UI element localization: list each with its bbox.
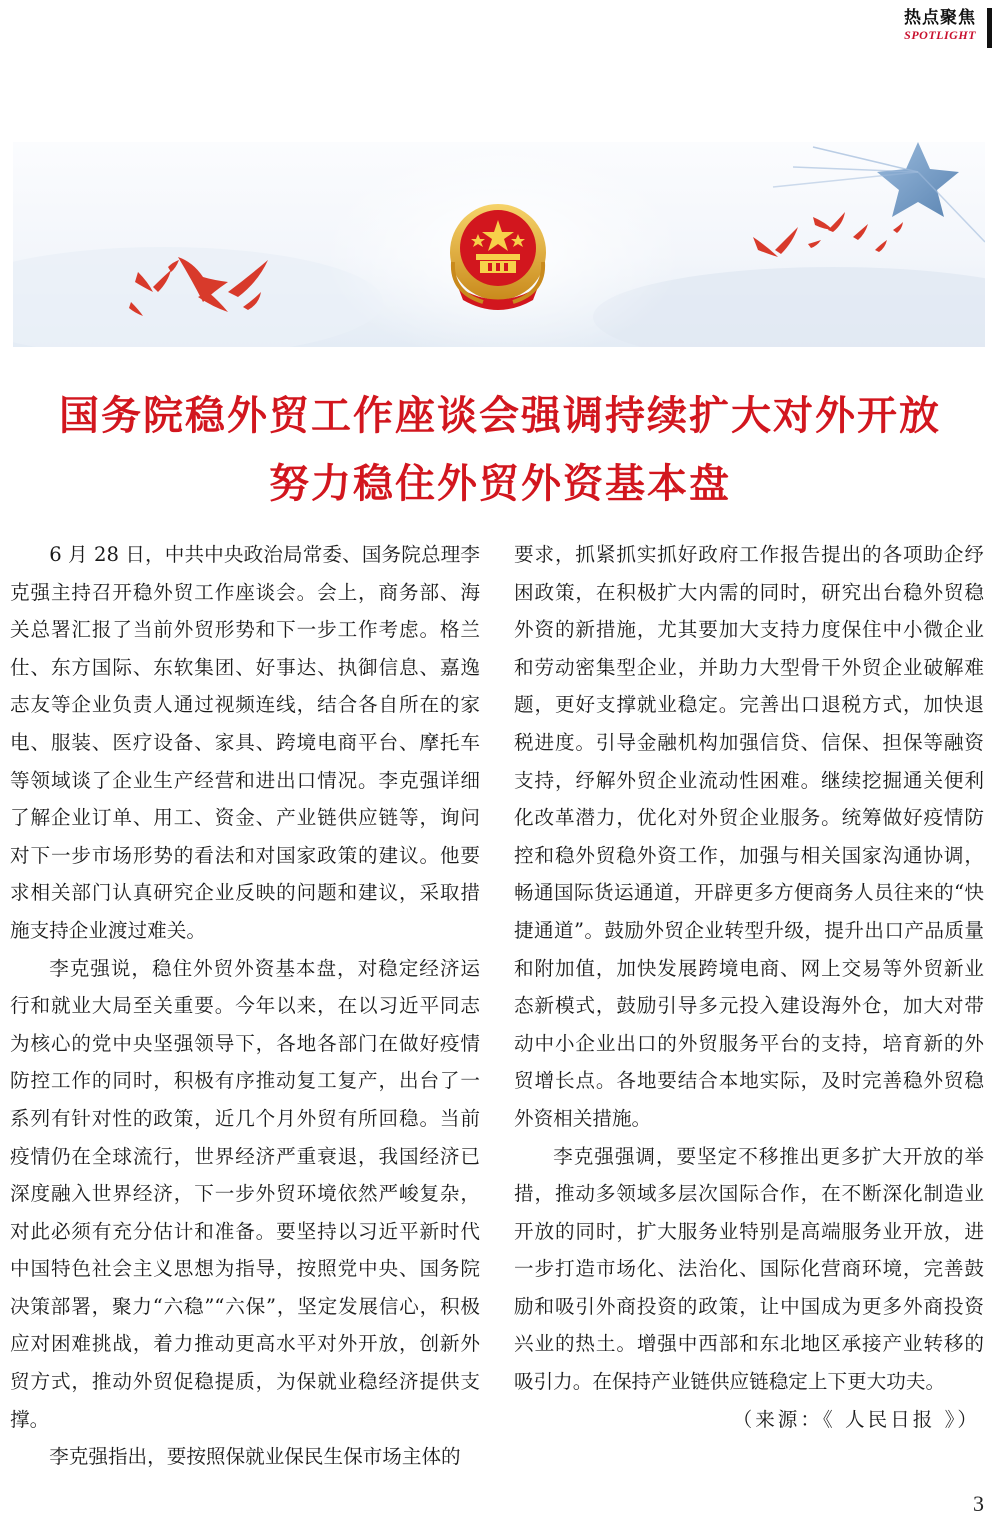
- banner-image: [13, 142, 985, 347]
- star-icon: [773, 142, 985, 242]
- article-paragraph-2: 李克强说，稳住外贸外资基本盘，对稳定经济运行和就业大局至关重要。今年以来，在以习近平同志为核心的党中央坚强领导下，各地各部门在做好疫情防控工作的同时，积极有序推动复工复产，出台了一系列有针对性的政策，近几个月外贸有所回稳。当前疫情仍在全球流行，世界经济严重衰退，我国经济已深度融入世界经济，下一步外贸环境依然严峻复杂，对此必须有充分估计和准备。要坚持以习近平新时代中国特色社会主义思想为指导，按照党中央、国务院决策部署，聚力“六稳”“六保”，坚定发展信心，积极应对困难挑战，着力推动更高水平对外开放，创新外贸方式，推动外贸促稳提质，为保就业稳经济提供支撑。: [10, 956, 480, 1431]
- section-title: 热点聚焦: [904, 8, 976, 28]
- section-tag: [904, 8, 976, 42]
- national-emblem-icon: [450, 204, 546, 310]
- section-subtitle: SPOTLIGHT: [904, 28, 976, 42]
- section-bar: [987, 8, 992, 48]
- page-number: 3: [973, 1491, 984, 1516]
- article-column-left: [10, 536, 480, 1476]
- banner-illustration: [13, 142, 985, 347]
- dove-icons-right: [753, 212, 903, 257]
- article-paragraph-3-continued: 要求，抓紧抓实抓好政府工作报告提出的各项助企纾困政策，在积极扩大内需的同时，研究出台稳外贸稳外资的新措施，尤其要加大支持力度保住中小微企业和劳动密集型企业，并助力大型骨干外贸企业破解难题，更好支撑就业稳定。完善出口退税方式，加快退税进度。引导金融机构加强信贷、信保、担保等融资支持，纾解外贸企业流动性困难。继续挖掘通关便利化改革潜力，优化对外贸企业服务。统筹做好疫情防控和稳外贸稳外资工作，加强与相关国家沟通协调，畅通国际货运通道，开辟更多方便商务人员往来的“快捷通道”。鼓励外贸企业转型升级，提升出口产品质量和附加值，加快发展跨境电商、网上交易等外贸新业态新模式，鼓励引导多元投入建设海外仓，加大对带动中小企业出口的外贸服务平台的支持，培育新的外贸增长点。各地要结合本地实际，及时完善稳外贸稳外资相关措施。: [514, 543, 984, 1130]
- headline-line-2: 努力稳住外贸外资基本盘: [269, 461, 731, 507]
- article-source: （来源：《 人民日报 》）: [732, 1407, 980, 1431]
- headline-line-1: 国务院稳外贸工作座谈会强调持续扩大对外开放: [59, 393, 941, 439]
- article-paragraph-1: 6 月 28 日，中共中央政治局常委、国务院总理李克强主持召开稳外贸工作座谈会。会上，商务部、海关总署汇报了当前外贸形势和下一步工作考虑。格兰仕、东方国际、东软集团、好事达、执御信息、嘉逸志友等企业负责人通过视频连线，结合各自所在的家电、服装、医疗设备、家具、跨境电商平台、摩托车等领域谈了企业生产经营和进出口情况。李克强详细了解企业订单、用工、资金、产业链供应链等，询问对下一步市场形势的看法和对国家政策的建议。他要求相关部门认真研究企业反映的问题和建议，采取措施支持企业渡过难关。: [10, 543, 480, 942]
- article-paragraph-4: 李克强强调，要坚定不移推出更多扩大开放的举措，推动多领域多层次国际合作，在不断深化制造业开放的同时，扩大服务业特别是高端服务业开放，进一步打造市场化、法治化、国际化营商环境，完善鼓励和吸引外商投资的政策，让中国成为更多外商投资兴业的热土。增强中西部和东北地区承接产业转移的吸引力。在保持产业链供应链稳定上下更大功夫。: [514, 1144, 984, 1394]
- article-column-right: [514, 536, 984, 1438]
- article-paragraph-3-start: 李克强指出，要按照保就业保民生保市场主体的: [49, 1445, 461, 1469]
